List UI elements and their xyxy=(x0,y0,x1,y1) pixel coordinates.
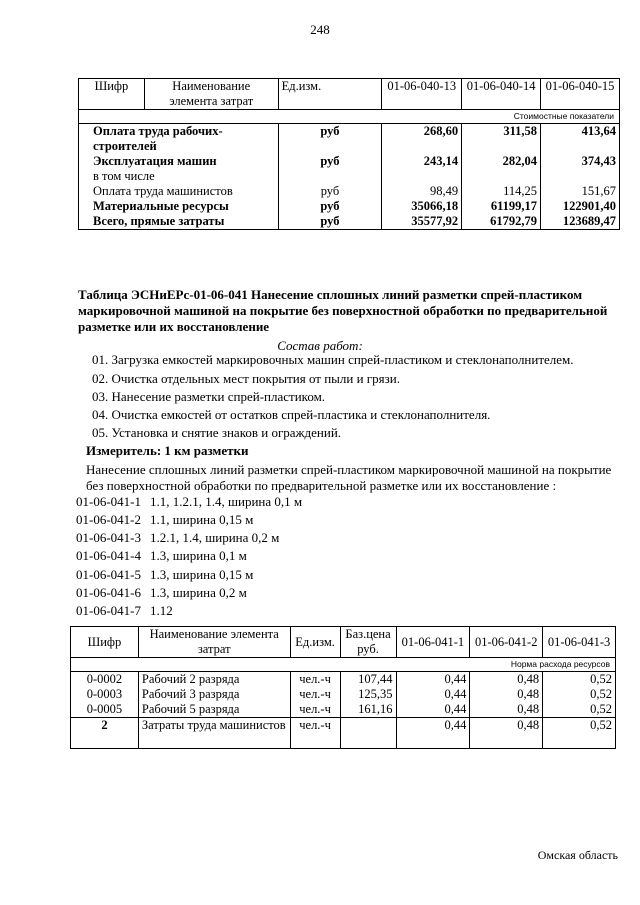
row-value: 0,52 xyxy=(543,687,616,702)
header-code: Шифр xyxy=(79,79,145,110)
table-title: Таблица ЭСНиЕРс-01-06-041 Нанесение сплошных линий разметки спрей-пластиком маркировочной машиной на покрытие без поверхностной обработки по предварительной разметке или их восстановление xyxy=(78,287,608,334)
row-value: 374,43 xyxy=(541,154,620,169)
header-col2: 01-06-041-2 xyxy=(470,627,543,658)
code: 01-06-041-5 xyxy=(76,567,141,582)
header-unit: Ед.изм. xyxy=(278,79,382,110)
row-value: 98,49 xyxy=(382,184,462,199)
table-subcaption: Норма расхода ресурсов xyxy=(71,658,616,672)
row-value xyxy=(382,169,462,184)
code: 01-06-041-7 xyxy=(76,603,141,618)
code-text: 1.12 xyxy=(150,603,173,618)
header-unit: Ед.изм. xyxy=(290,627,340,658)
row-price: 107,44 xyxy=(340,672,396,688)
table-subcaption: Стоимостные показатели xyxy=(79,110,620,124)
row-value: 0,48 xyxy=(470,718,543,749)
row-value: 122901,40 xyxy=(541,199,620,214)
table-row xyxy=(79,154,620,169)
code-text: 1.3, ширина 0,2 м xyxy=(150,585,247,600)
row-unit: руб xyxy=(278,124,382,155)
row-name: Оплата труда машинистов xyxy=(79,184,279,199)
row-code: 2 xyxy=(71,718,139,749)
row-value: 268,60 xyxy=(382,124,462,155)
row-value: 61792,79 xyxy=(462,214,541,230)
work-item: 02. Очистка отдельных мест покрытия от пыли и грязи. xyxy=(92,371,400,386)
footer-region: Омская область xyxy=(537,848,618,862)
table-row xyxy=(79,184,620,199)
code-item xyxy=(76,494,302,510)
row-value: 0,44 xyxy=(396,718,470,749)
header-col1: 01-06-040-13 xyxy=(382,79,462,110)
row-code: 0-0005 xyxy=(71,702,139,718)
row-unit: руб xyxy=(278,154,382,169)
code-item xyxy=(76,585,247,601)
row-unit: чел.-ч xyxy=(290,702,340,718)
row-value: 114,25 xyxy=(462,184,541,199)
row-value: 243,14 xyxy=(382,154,462,169)
header-name: Наименование элемента затрат xyxy=(138,627,290,658)
row-value: 0,52 xyxy=(543,672,616,688)
measurement-unit: Измеритель: 1 км разметки xyxy=(86,443,249,458)
code: 01-06-041-2 xyxy=(76,512,141,527)
row-value: 0,48 xyxy=(470,687,543,702)
header-code: Шифр xyxy=(71,627,139,658)
row-price xyxy=(340,718,396,749)
table-subcaption-row xyxy=(71,658,616,672)
row-name: Материальные ресурсы xyxy=(79,199,279,214)
code-text: 1.3, ширина 0,1 м xyxy=(150,548,247,563)
work-item: 04. Очистка емкостей от остатков спрей-пластика и стеклонаполнителя. xyxy=(92,407,491,422)
table-header-row xyxy=(79,79,620,110)
table-row xyxy=(79,199,620,214)
row-value: 35577,92 xyxy=(382,214,462,230)
code-text: 1.1, 1.2.1, 1.4, ширина 0,1 м xyxy=(150,494,303,509)
code-text: 1.1, ширина 0,15 м xyxy=(150,512,254,527)
code-item xyxy=(76,530,279,546)
resource-table xyxy=(70,626,616,749)
row-value: 282,04 xyxy=(462,154,541,169)
header-col3: 01-06-041-3 xyxy=(543,627,616,658)
table-row xyxy=(79,214,620,230)
row-value: 0,44 xyxy=(396,672,470,688)
row-unit: руб xyxy=(278,184,382,199)
row-value: 61199,17 xyxy=(462,199,541,214)
header-col2: 01-06-040-14 xyxy=(462,79,541,110)
table-subcaption-row xyxy=(79,110,620,124)
row-value: 0,52 xyxy=(543,702,616,718)
table-row xyxy=(71,687,616,702)
row-name: Рабочий 3 разряда xyxy=(138,687,290,702)
row-unit xyxy=(278,169,382,184)
work-item: 05. Установка и снятие знаков и ограждений. xyxy=(92,425,342,440)
code-text: 1.3, ширина 0,15 м xyxy=(150,567,254,582)
code: 01-06-041-6 xyxy=(76,585,141,600)
table-row xyxy=(71,718,616,749)
description: Нанесение сплошных линий разметки спрей-пластиком маркировочной машиной на покрытие без поверхностной обработки по предварительной разметке или их восстановление : xyxy=(86,462,612,493)
code: 01-06-041-4 xyxy=(76,548,141,563)
row-value: 413,64 xyxy=(541,124,620,155)
header-base-price: Баз.цена руб. xyxy=(340,627,396,658)
row-name: Всего, прямые затраты xyxy=(79,214,279,230)
row-value xyxy=(462,169,541,184)
code: 01-06-041-1 xyxy=(76,494,141,509)
row-price: 161,16 xyxy=(340,702,396,718)
work-composition-label: Состав работ: xyxy=(277,338,363,353)
row-value: 0,48 xyxy=(470,672,543,688)
header-name: Наименование элемента затрат xyxy=(144,79,278,110)
row-name: Оплата труда рабочих-строителей xyxy=(79,124,279,155)
header-col3: 01-06-040-15 xyxy=(541,79,620,110)
table-row xyxy=(71,672,616,688)
row-value: 0,52 xyxy=(543,718,616,749)
row-name: Рабочий 2 разряда xyxy=(138,672,290,688)
table-row xyxy=(79,124,620,155)
row-value: 0,48 xyxy=(470,702,543,718)
row-name: Эксплуатация машин xyxy=(79,154,279,169)
row-value xyxy=(541,169,620,184)
row-unit: чел.-ч xyxy=(290,687,340,702)
row-unit: чел.-ч xyxy=(290,718,340,749)
header-col1: 01-06-041-1 xyxy=(396,627,470,658)
row-value: 151,67 xyxy=(541,184,620,199)
row-name: Затраты труда машинистов xyxy=(138,718,290,749)
work-item: 03. Нанесение разметки спрей-пластиком. xyxy=(92,389,326,404)
row-value: 0,44 xyxy=(396,702,470,718)
row-unit: чел.-ч xyxy=(290,672,340,688)
page-number: 248 xyxy=(310,22,330,37)
code-item xyxy=(76,603,173,619)
code: 01-06-041-3 xyxy=(76,530,141,545)
row-value: 311,58 xyxy=(462,124,541,155)
row-name: в том числе xyxy=(79,169,279,184)
cost-table xyxy=(78,78,620,230)
row-name: Рабочий 5 разряда xyxy=(138,702,290,718)
row-value: 0,44 xyxy=(396,687,470,702)
row-code: 0-0003 xyxy=(71,687,139,702)
row-value: 35066,18 xyxy=(382,199,462,214)
code-text: 1.2.1, 1.4, ширина 0,2 м xyxy=(150,530,280,545)
row-unit: руб xyxy=(278,214,382,230)
code-item xyxy=(76,512,253,528)
table-header-row xyxy=(71,627,616,658)
work-item: 01. Загрузка емкостей маркировочных машин спрей-пластиком и стеклонаполнителем. xyxy=(92,352,574,367)
row-price: 125,35 xyxy=(340,687,396,702)
row-unit: руб xyxy=(278,199,382,214)
code-item xyxy=(76,548,247,564)
row-code: 0-0002 xyxy=(71,672,139,688)
table-row xyxy=(79,169,620,184)
row-value: 123689,47 xyxy=(541,214,620,230)
code-item xyxy=(76,567,253,583)
table-row xyxy=(71,702,616,718)
